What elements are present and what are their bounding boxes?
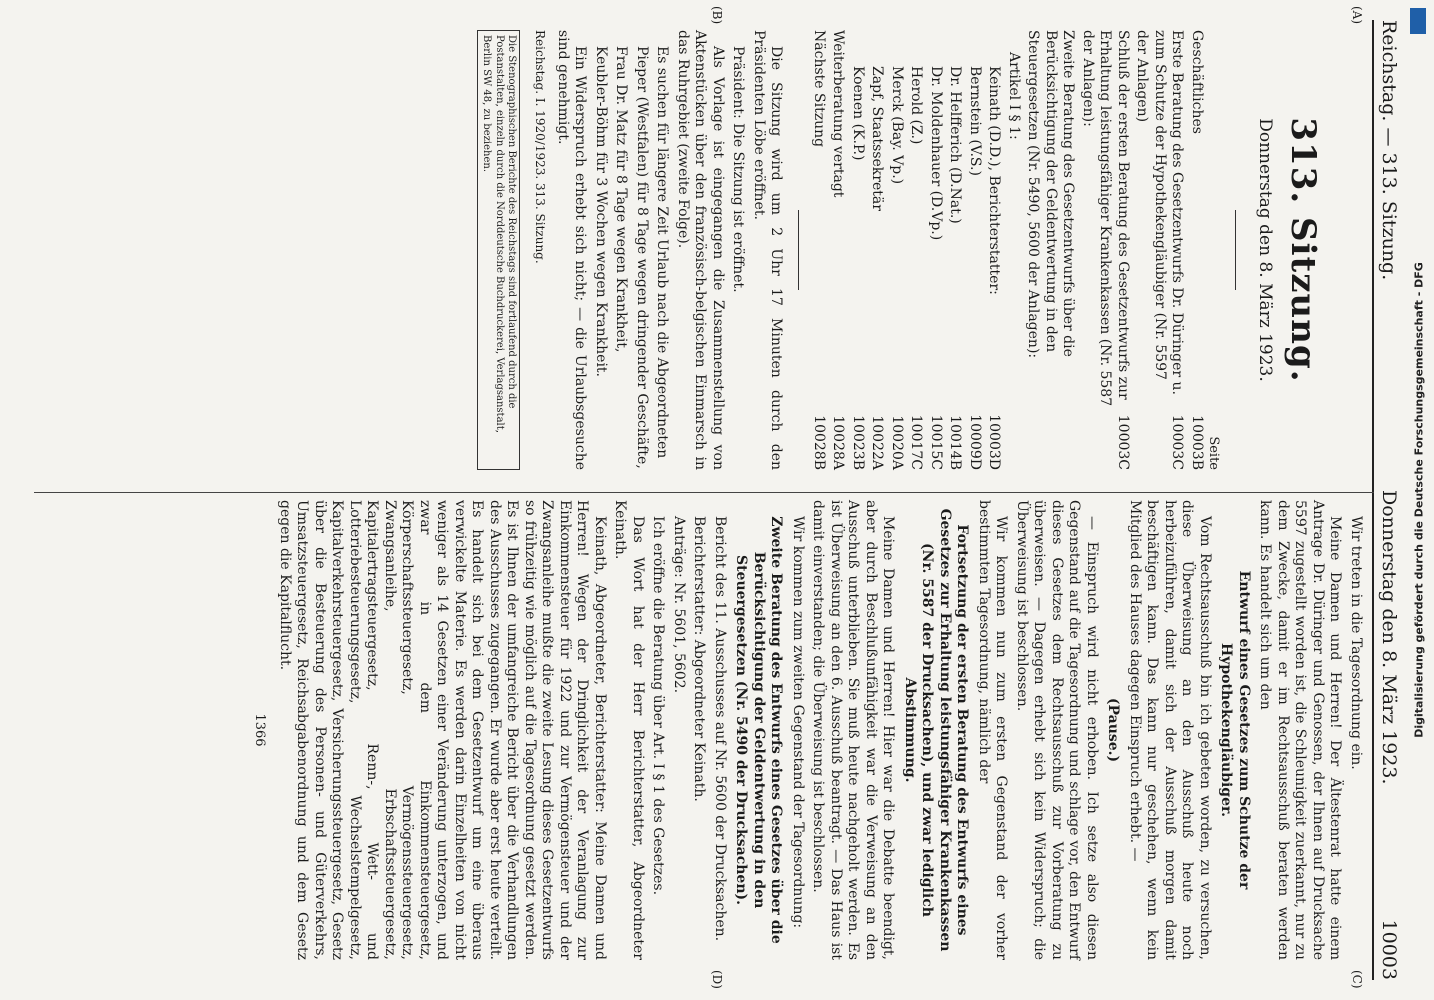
toc-entry: Weiterberatung vertagt <box>830 30 847 198</box>
paragraph: Wir kommen zum zweiten Gegenstand der Tagesordnung: <box>790 516 806 929</box>
toc-page: 10028B <box>811 415 827 470</box>
toc-row <box>1133 30 1186 470</box>
toc-entry: Bernstein (V.S.) <box>967 66 983 176</box>
paragraph: Das Wort hat der Herr Berichterstatter, Abgeordneter Keinath. <box>612 500 646 960</box>
paragraph: Ein Widerspruch erhebt sich nicht; — die Urlaubsgesuche sind genehmigt. <box>555 30 589 470</box>
seite-label: Seite <box>1206 436 1222 470</box>
toc-row <box>985 30 1003 470</box>
session-date: Donnerstag den 8. März 1923. <box>1255 118 1276 382</box>
toc-entry: Koenen (K.P.) <box>850 66 866 161</box>
toc-entry: Herold (Z.) <box>908 66 925 145</box>
marker-a: (A) <box>1350 6 1364 25</box>
toc-entry: Schluß der ersten Beratung des Gesetzentwurfs zur Erhaltung leistungsfähiger Krankenkassen (Nr. 5587 der Anlagen): <box>1080 30 1131 407</box>
agenda-heading: Zweite Beratung des Entwurfs eines Gesetzes über die Berücksichtigung der Geldentwertung in den Steuergesetzen (Nr. 5490 der Drucksachen). <box>733 516 785 944</box>
footnote: Die Stenographischen Berichte des Reichstags sind fortlaufend durch die Postanstalten, einzeln durch die Norddeutsche Buchdruckerei, Verlagsanstalt, Berlin SW 48, zu beziehen. <box>477 30 521 470</box>
paragraph: Es suchen für längere Zeit Urlaub nach die Abgeordneten <box>654 46 671 459</box>
paragraph: Frau Dr. Matz für 8 Tage wegen Krankheit, <box>613 46 630 353</box>
footer-reference: Reichstag. I. 1920/1923. 313. Sitzung. <box>533 30 548 264</box>
toc-row <box>966 30 984 470</box>
paragraph: Wir kommen nun zum ersten Gegenstand der vorher bestimmten Tagesordnung, nämlich der <box>976 500 1010 960</box>
toc-entry: Artikel I § 1: <box>1006 52 1022 140</box>
paragraph: Präsident: Die Sitzung ist eröffnet. <box>730 46 747 293</box>
toc-page: 10017C <box>908 414 925 470</box>
paragraph: Keubler-Böhm für 3 Wochen wegen Krankheit. <box>593 46 609 378</box>
toc-row <box>927 30 945 470</box>
separator <box>799 210 800 290</box>
header-center: Donnerstag den 8. März 1923. <box>1378 490 1400 785</box>
digitization-sidebar <box>1404 0 1434 1000</box>
toc-entry: Zapf, Staatssekretär <box>869 66 886 211</box>
right-column <box>251 500 1364 960</box>
toc-entry: Merck (Bay. Vp.) <box>889 66 905 185</box>
sidebar-credit: Digitalisierung gefördert durch die Deutsche Forschungsgemeinschaft - DFG <box>1412 262 1426 738</box>
toc-page: 10023B <box>850 415 866 470</box>
toc-row <box>829 30 847 470</box>
toc-row <box>907 30 925 470</box>
toc-page: 10009D <box>967 414 983 470</box>
paragraph: Bericht des 11. Ausschusses auf Nr. 5600 der Drucksachen. <box>712 516 728 942</box>
page-number: 1366 <box>252 713 268 747</box>
toc-page: 10028A <box>830 415 847 470</box>
table-of-contents <box>810 30 1206 470</box>
toc-row <box>849 30 867 470</box>
dfg-logo-icon <box>1410 8 1426 34</box>
opening-text <box>554 30 785 470</box>
toc-page: 10020A <box>889 415 905 470</box>
left-column <box>477 30 1364 470</box>
marker-b: (B) <box>710 6 724 25</box>
toc-page: 10014B <box>947 415 964 470</box>
toc-entry: Keinath (D.D.), Berichterstatter: <box>986 66 1003 295</box>
marker-c: (C) <box>1350 970 1364 989</box>
paragraph: Wir treten in die Tagesordnung ein. <box>1348 516 1364 770</box>
toc-row <box>868 30 886 470</box>
paragraph: Vom Rechtsausschuß bin ich gebeten worden, zu versuchen, diese Überweisung an den Ausschuß heute noch herbeizuführen, damit sich der Ausschuß morgen damit beschäftigen kann. Das kann nur geschehen, wenn kein Mitglied des Hauses dagegen Einspruch erhebt. — <box>1127 500 1213 960</box>
toc-row <box>1079 30 1132 470</box>
header-page-number: 10003 <box>1378 919 1400 980</box>
paragraph: Als Vorlage ist eingegangen die Zusammenstellung von Aktenstücken über den französisch-belgischen Einmarsch in das Ruhrgebiet (zweite Folge). <box>675 30 726 470</box>
paragraph: Anträge: Nr. 5601, 5602. <box>671 516 687 694</box>
paragraph: Keinath, Abgeordneter, Berichterstatter: Meine Damen und Herren! Wegen der Dringlichkeit der Veranlagung zur Einkommensteuer für 1922 und zur Vermögensteuer und der Zwangsanleihe mußte die zweite Lesung dieses Gesetzentwurfs so frühzeitig wie möglich auf die Tagesordnung gesetzt werden. Es ist Ihnen der umfangreiche Bericht über die Verhandlungen des Ausschusses zugegangen. Er wurde aber erst heute verteilt. Es handelt sich bei dem Gesetzentwurf um eine überaus verwickelte Materie. Es werden darin Einzelheiten von nicht weniger als 14 Gesetzen einer Veränderung unterzogen, und zwar in dem Einkommensteuergesetz, Körperschaftssteuergesetz, Vermögenssteuergesetz, Zwangsanleihe, Erbschaftssteuergesetz, Kapitalertragsteuergesetz, Renn-, Wett- und Lotteriebesteuerungsgesetz, Wechselstempelgesetz, Kapitalverkehrsteuergesetz, Versicherungssteuergesetz, Gesetz über die Besteuerung des Personen- und Güterverkehrs, Umsatzsteuergesetz, Reichsabgabenordnung und dem Gesetz gegen die Kapitalflucht. <box>277 500 608 960</box>
toc-page: 10003C <box>1115 414 1131 470</box>
proceedings-text <box>276 500 1365 960</box>
toc-row <box>1024 30 1077 470</box>
toc-row <box>946 30 964 470</box>
toc-page: 10003C <box>1169 414 1186 470</box>
toc-entry: Dr. Helfferich (D.Nat.) <box>947 66 964 224</box>
paragraph: Meine Damen und Herren! Der Ältestenrat hatte einem Antrage Dr. Düringer und Genossen, der Ihnen auf Drucksache 5597 zugestellt worden ist, die Schleunigkeit zuerkannt, nur zu dem Zwecke, damit er im Rechtsausschuß beraten werden kann. Es handelt sich um den <box>1257 500 1344 960</box>
toc-row <box>1005 30 1023 470</box>
agenda-heading: Entwurf eines Gesetzes zum Schutze der Hypothekengläubiger. <box>1218 570 1252 890</box>
header-left: Reichstag. — 313. Sitzung. <box>1378 20 1400 281</box>
toc-entry: Nächste Sitzung <box>811 30 827 148</box>
column-divider <box>34 492 1374 493</box>
paragraph: Berichterstatter: Abgeordneter Keinath. <box>691 516 708 802</box>
page-header <box>1372 20 1408 980</box>
toc-row <box>810 30 828 470</box>
marker-d: (D) <box>710 970 724 989</box>
toc-entry: Dr. Moldenhauer (D.Vp.) <box>928 66 944 241</box>
paragraph: — Einspruch wird nicht erhoben. Ich setze also diesen Gegenstand auf die Tagesordnung und schlage vor, den Entwurf dieses Gesetzes dem Rechtsausschuß zur Vorberatung zu überweisen. — Dagegen erhebt sich kein Widerspruch; die Überweisung ist beschlossen. <box>1014 500 1100 960</box>
agenda-heading: Fortsetzung der ersten Beratung des Entwurfs eines Gesetzes zur Erhaltung leistungsfähiger Krankenkassen (Nr. 5587 der Drucksachen), und zwar lediglich Abstimmung. <box>902 508 971 952</box>
toc-entry: Zweite Beratung des Gesetzentwurfs über die Berücksichtigung der Geldentwertung in den Steuergesetzen (Nr. 5490, 5600 der Anlagen): <box>1025 30 1077 359</box>
toc-row <box>888 30 906 470</box>
toc-page: 10022A <box>869 415 886 470</box>
toc-page: 10003D <box>986 414 1003 470</box>
session-title: 313. Sitzung. <box>1283 117 1323 383</box>
paragraph: Pieper (Westfalen) für 8 Tage wegen dringender Geschäfte, <box>634 46 650 469</box>
toc-entry: Erste Beratung des Gesetzentwurfs Dr. Düringer u. zum Schutze der Hypothekengläubiger (Nr. 5597 der Anlagen) <box>1134 30 1186 395</box>
toc-page: 10003B <box>1189 415 1205 470</box>
toc-row <box>1188 30 1206 470</box>
separator <box>1235 210 1236 290</box>
toc-page: 10015C <box>928 414 944 470</box>
agenda-heading: (Pause.) <box>1105 697 1122 763</box>
paragraph: Meine Damen und Herren! Hier war die Debatte beendigt, aber durch Beschlußunfähigkeit war die Verweisung an den Ausschuß unterblieben. Sie muß heute nachgeholt werden. Es ist Überweisung an den 6. Ausschuß beantragt. — Das Haus ist damit einverstanden; die Überweisung ist beschlossen. <box>810 500 897 960</box>
paragraph: Die Sitzung wird um 2 Uhr 17 Minuten durch den Präsidenten Löbe eröffnet. <box>751 30 785 470</box>
toc-entry: Geschäftliches <box>1189 30 1205 134</box>
paragraph: Ich eröffne die Beratung über Art. I § 1 des Gesetzes. <box>650 516 667 896</box>
